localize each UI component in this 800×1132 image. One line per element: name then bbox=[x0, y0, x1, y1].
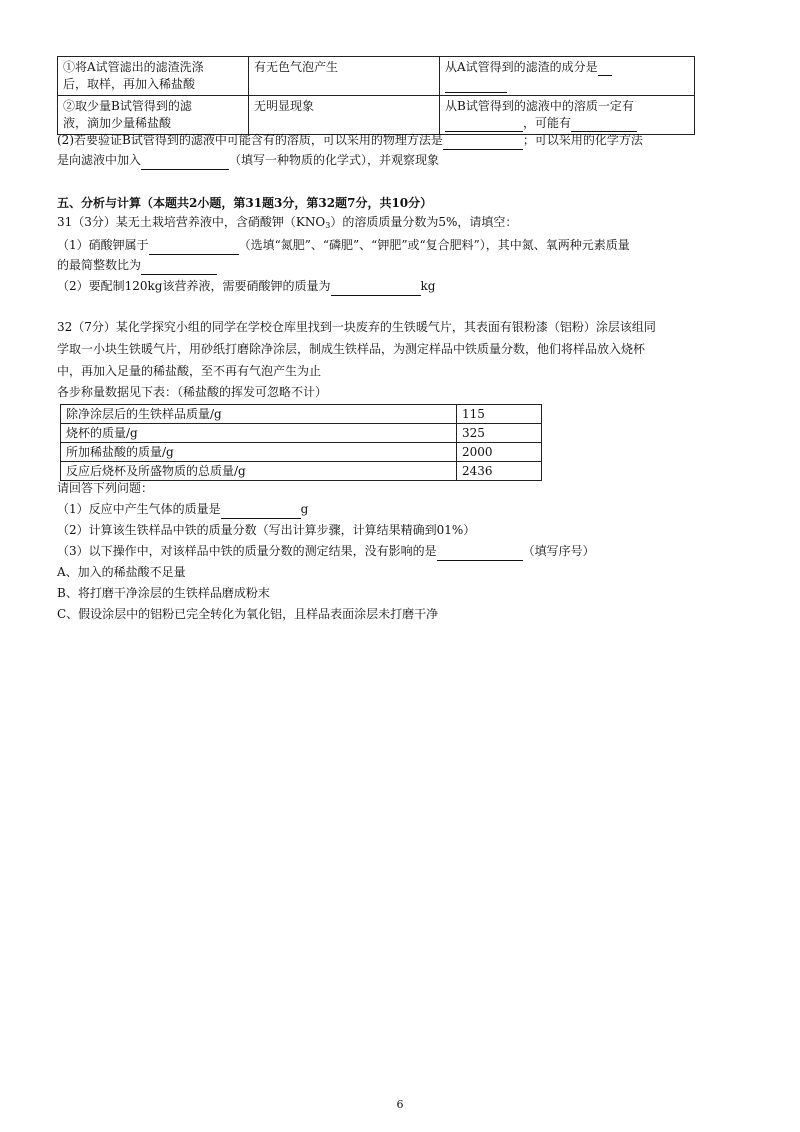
q2-text: (2)若要验证B试管得到的滤液中可能含有的溶质，可以采用的物理方法是 bbox=[57, 133, 443, 147]
q31-text: 的最简整数比为 bbox=[57, 258, 142, 272]
q32-part2: （2）计算该生铁样品中铁的质量分数（写出计算步骤，计算结果精确到01%） bbox=[57, 523, 476, 537]
option-b: B、将打磨干净涂层的生铁样品磨成粉末 bbox=[57, 586, 270, 600]
q31-part1-cont bbox=[57, 256, 743, 275]
row-label: 反应后烧杯及所盛物质的总质量/g bbox=[61, 462, 457, 481]
option-a: A、加入的稀盐酸不足量 bbox=[57, 565, 186, 579]
table-row bbox=[61, 405, 542, 424]
row-value: 2436 bbox=[457, 462, 542, 481]
q31-text: 31（3分）某无土栽培营养液中，含硝酸钾（KNO bbox=[57, 215, 326, 229]
operation-text: 液，滴加少量稀盐酸 bbox=[63, 116, 172, 130]
page-number: 6 bbox=[396, 1098, 404, 1111]
q31-text: ）的溶质质量分数为5%，请填空： bbox=[330, 215, 518, 229]
answer-blank[interactable] bbox=[445, 117, 523, 132]
table-row bbox=[61, 462, 542, 481]
q32-intro: 学取一小块生铁暖气片，用砂纸打磨除净涂层，制成生铁样品，为测定样品中铁质量分数，他们将样品放入烧杯 bbox=[57, 342, 646, 356]
q32-text: （3）以下操作中，对该样品中铁的质量分数的测定结果，没有影响的是 bbox=[57, 544, 437, 558]
q2-line2 bbox=[57, 151, 743, 170]
row-label: 除净涂层后的生铁样品质量/g bbox=[61, 405, 457, 424]
subscript: 3 bbox=[325, 221, 331, 230]
q31-intro bbox=[57, 213, 743, 232]
phenomenon-cell: 无明显现象 bbox=[249, 96, 440, 135]
q2-line1 bbox=[57, 131, 743, 150]
q31-part2 bbox=[57, 277, 743, 296]
row-value: 115 bbox=[457, 405, 542, 424]
q32-text: g bbox=[300, 502, 309, 516]
q31-text: （2）要配制120kg该营养液，需要硝酸钾的质量为 bbox=[57, 279, 331, 293]
answer-blank[interactable] bbox=[443, 135, 523, 150]
q32-intro: 32（7分）某化学探究小组的同学在学校仓库里找到一块废弃的生铁暖气片，其表面有银粉漆（铝粉）涂层该组同 bbox=[57, 320, 656, 334]
answer-blank[interactable] bbox=[437, 546, 523, 561]
answer-blank[interactable] bbox=[141, 155, 229, 170]
q2-text: ；可以采用的化学方法 bbox=[522, 133, 643, 147]
table-row bbox=[58, 96, 695, 135]
q31-text: kg bbox=[420, 279, 436, 293]
q31-text: （1）硝酸钾属于 bbox=[57, 238, 149, 252]
operation-text: 后，取样，再加入稀盐酸 bbox=[63, 77, 196, 91]
conclusion-cell bbox=[440, 57, 695, 96]
table-row bbox=[61, 424, 542, 443]
table-row bbox=[61, 443, 542, 462]
row-value: 2000 bbox=[457, 443, 542, 462]
conclusion-text: ，可能有 bbox=[523, 116, 572, 130]
answer-blank[interactable] bbox=[445, 78, 507, 93]
answer-blank[interactable] bbox=[149, 240, 239, 255]
answer-blank[interactable] bbox=[221, 504, 301, 519]
q31-text: （选填“氮肥”、“磷肥”、“钾肥”或“复合肥料”），其中氮、氧两种元素质量 bbox=[238, 238, 630, 252]
table-row bbox=[58, 57, 695, 96]
q32-text: （1）反应中产生气体的质量是 bbox=[57, 502, 221, 516]
conclusion-text: 从A试管得到的滤渣的成分是 bbox=[445, 60, 598, 74]
conclusion-text: 从B试管得到的滤液中的溶质一定有 bbox=[445, 99, 634, 113]
q32-part1 bbox=[57, 500, 743, 519]
operation-cell bbox=[58, 96, 249, 135]
experiment-table bbox=[57, 56, 695, 135]
answer-blank[interactable] bbox=[598, 61, 612, 76]
option-c: C、假设涂层中的铝粉已完全转化为氧化铝，且样品表面涂层未打磨干净 bbox=[57, 607, 439, 621]
operation-cell bbox=[58, 57, 249, 96]
phenomenon-cell: 有无色气泡产生 bbox=[249, 57, 440, 96]
row-label: 所加稀盐酸的质量/g bbox=[61, 443, 457, 462]
section-heading: 五、分析与计算（本题共2小题，第31题3分，第32题7分，共10分） bbox=[57, 196, 433, 210]
answer-blank[interactable] bbox=[571, 117, 637, 132]
answer-blank[interactable] bbox=[141, 260, 217, 275]
row-label: 烧杯的质量/g bbox=[61, 424, 457, 443]
conclusion-cell bbox=[440, 96, 695, 135]
q2-text: 是向滤液中加入 bbox=[57, 153, 142, 167]
row-value: 325 bbox=[457, 424, 542, 443]
q32-part3 bbox=[57, 542, 743, 561]
operation-text: ①将A试管滤出的滤渣洗涤 bbox=[63, 60, 204, 74]
q2-text: （填写一种物质的化学式），并观察现象 bbox=[229, 153, 440, 167]
q32-intro: 中，再加入足量的稀盐酸，至不再有气泡产生为止 bbox=[57, 364, 322, 378]
q32-prompt: 请回答下列问题： bbox=[57, 481, 154, 495]
q31-part1 bbox=[57, 236, 743, 255]
operation-text: ②取少量B试管得到的滤 bbox=[63, 99, 192, 113]
answer-blank[interactable] bbox=[331, 281, 421, 296]
weighing-data-table bbox=[60, 404, 542, 481]
table-caption: 各步称量数据见下表：（稀盐酸的挥发可忽略不计） bbox=[57, 385, 328, 399]
q32-text: （填写序号） bbox=[522, 544, 595, 558]
